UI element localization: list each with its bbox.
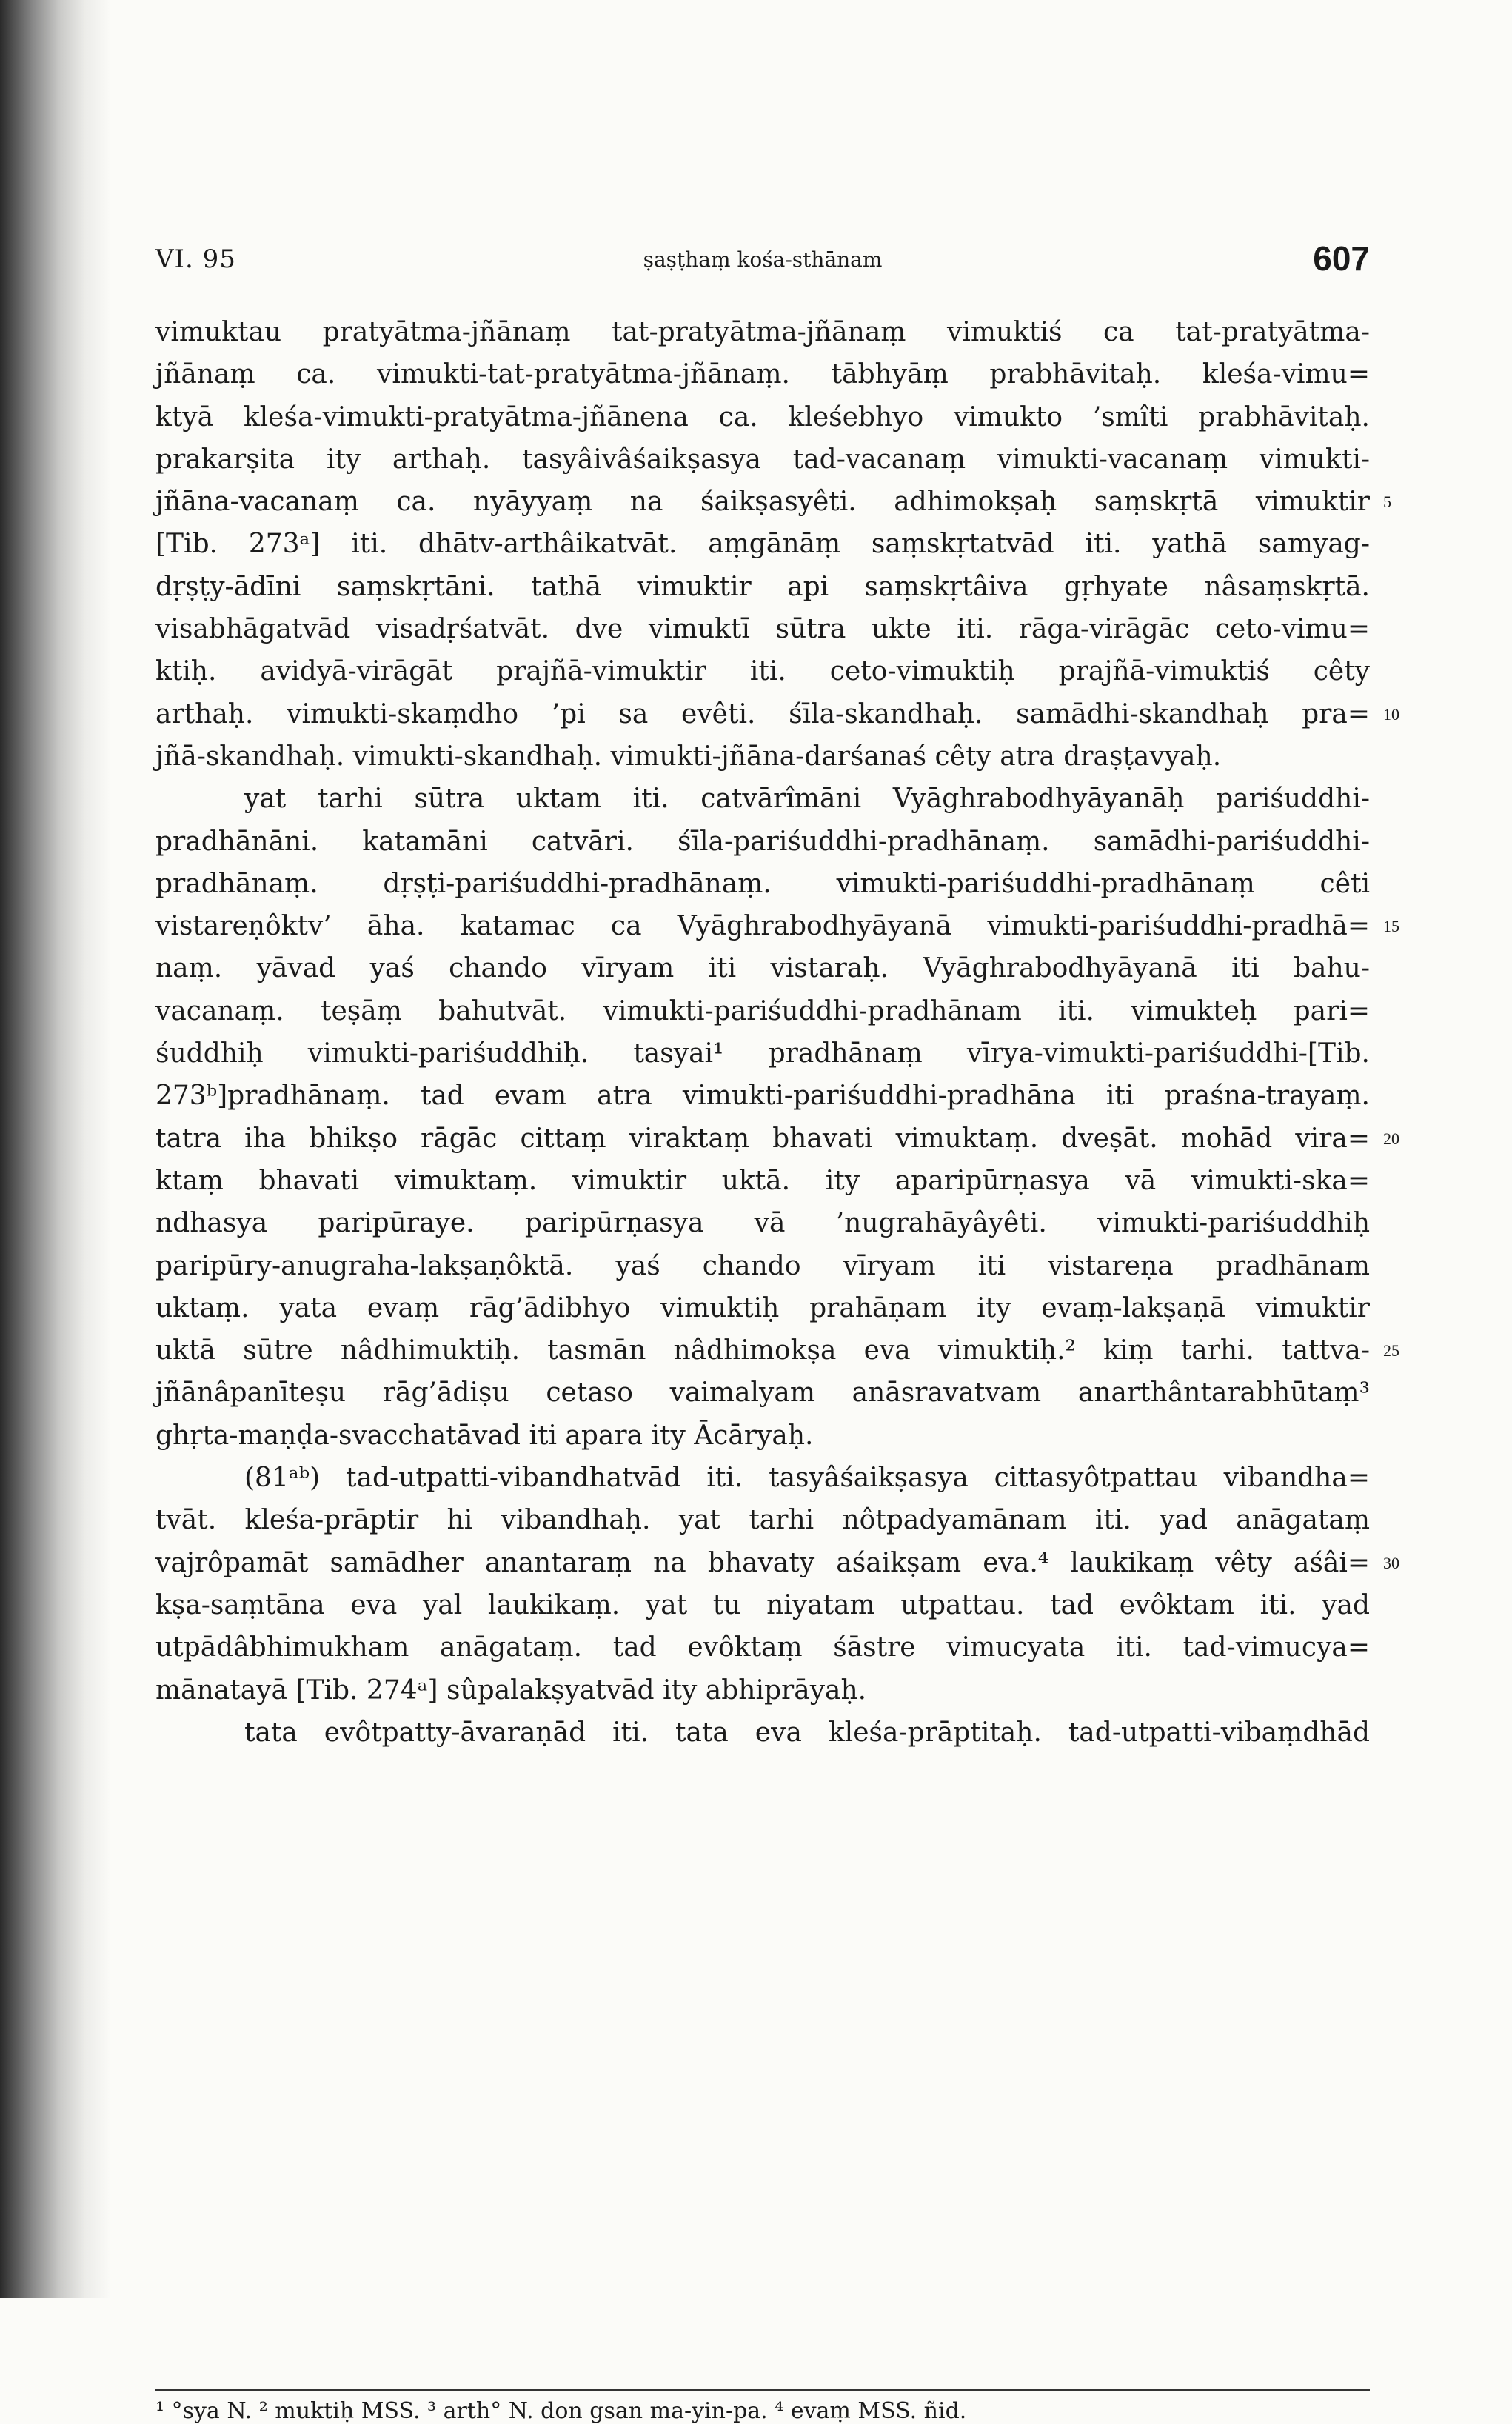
text-line: uktā sūtre nâdhimuktiḥ. tasmān nâdhimokṣa eva vimuktiḥ.² kiṃ tarhi. tattva- 25 bbox=[155, 1329, 1370, 1372]
line-number: 30 bbox=[1383, 1553, 1399, 1572]
text-line: 273ᵇ]pradhānaṃ. tad evam atra vimukti-pariśuddhi-pradhāna iti praśna-trayaṃ. bbox=[155, 1081, 1370, 1112]
text-line: vimuktau pratyātma-jñānaṃ tat-pratyātma-jñānaṃ vimuktiś ca tat-pratyātma- bbox=[155, 317, 1370, 347]
binding-shadow bbox=[0, 0, 111, 2298]
text-line: ktiḥ. avidyā-virāgāt prajñā-vimuktir iti. ceto-vimuktiḥ prajñā-vimuktiś cêty bbox=[155, 656, 1370, 687]
line-number: 25 bbox=[1383, 1341, 1399, 1360]
text-line: ndhasya paripūraye. paripūrṇasya vā ’nugrahāyâyêti. vimukti-pariśuddhiḥ bbox=[155, 1208, 1370, 1239]
text-line: uktaṃ. yata evaṃ rāg’ādibhyo vimuktiḥ prahāṇam ity evaṃ-lakṣaṇā vimuktir bbox=[155, 1292, 1370, 1323]
text-line: yat tarhi sūtra uktam iti. catvārîmāni Vyāghrabodhyāyanāḥ pariśuddhi- bbox=[244, 784, 1370, 815]
text-line: dṛṣṭy-ādīni saṃskṛtāni. tathā vimuktir api saṃskṛtâiva gṛhyate nâsaṃskṛtā. bbox=[155, 571, 1370, 602]
page-header bbox=[155, 238, 1370, 283]
text-line: tata evôtpatty-āvaraṇād iti. tata eva kleśa-prāptitaḥ. tad-utpatti-vibaṃdhād bbox=[244, 1717, 1370, 1748]
text-line: visabhāgatvād visadṛśatvāt. dve vimuktī sūtra ukte iti. rāga-virāgāc ceto-vimu= bbox=[155, 614, 1370, 645]
text-line: jñāna-vacanaṃ ca. nyāyyaṃ na śaikṣasyêti. adhimokṣaḥ saṃskṛtā vimuktir 5 bbox=[155, 481, 1370, 523]
text-line: vajrôpamāt samādher anantaraṃ na bhavaty aśaikṣam eva.⁴ laukikaṃ vêty aśâi= 30 bbox=[155, 1542, 1370, 1584]
text-line: [Tib. 273ᵃ] iti. dhātv-arthâikatvāt. aṃgānāṃ saṃskṛtatvād iti. yathā samyag- bbox=[155, 529, 1370, 560]
text-line: kṣa-saṃtāna eva yal laukikaṃ. yat tu niyatam utpattau. tad evôktam iti. yad bbox=[155, 1589, 1370, 1620]
text-line: vacanaṃ. teṣāṃ bahutvāt. vimukti-pariśuddhi-pradhānam iti. vimukteḥ pari= bbox=[155, 995, 1370, 1026]
line-number: 5 bbox=[1383, 493, 1391, 512]
line-number: 15 bbox=[1383, 917, 1399, 936]
text-line: paripūry-anugraha-lakṣaṇôktā. yaś chando vīryam iti vistareṇa pradhānam bbox=[155, 1250, 1370, 1281]
text-line: mānatayā [Tib. 274ᵃ] sûpalakṣyatvād ity abhiprāyaḥ. bbox=[155, 1675, 867, 1706]
text-line: vistareṇôktv’ āha. katamac ca Vyāghrabodhyāyanā vimukti-pariśuddhi-pradhā= 15 bbox=[155, 905, 1370, 947]
chapter-reference: VI. 95 bbox=[155, 244, 236, 274]
footnotes: ¹ °sya N. ² muktiḥ MSS. ³ arth° N. don gsan ma-yin-pa. ⁴ evaṃ MSS. ñid. bbox=[155, 2398, 967, 2424]
page-number: 607 bbox=[1313, 239, 1370, 278]
line-number: 20 bbox=[1383, 1129, 1399, 1148]
text-line: pradhānāni. katamāni catvāri. śīla-pariśuddhi-pradhānaṃ. samādhi-pariśuddhi- bbox=[155, 826, 1370, 857]
text-line: arthaḥ. vimukti-skaṃdho ’pi sa evêti. śīla-skandhaḥ. samādhi-skandhaḥ pra= 10 bbox=[155, 693, 1370, 735]
text-line: (81ᵃᵇ) tad-utpatti-vibandhatvād iti. tasyâśaikṣasya cittasyôtpattau vibandha= bbox=[244, 1463, 1370, 1494]
text-line: jñā-skandhaḥ. vimukti-skandhaḥ. vimukti-jñāna-darśanaś cêty atra draṣṭavyaḥ. bbox=[155, 741, 1222, 772]
text-line: ktyā kleśa-vimukti-pratyātma-jñānena ca. kleśebhyo vimukto ’smîti prabhāvitaḥ. bbox=[155, 401, 1370, 433]
section-title: ṣaṣṭhaṃ kośa-sthānam bbox=[643, 247, 883, 272]
text-line: jñānaṃ ca. vimukti-tat-pratyātma-jñānaṃ. tābhyāṃ prabhāvitaḥ. kleśa-vimu= bbox=[155, 359, 1370, 390]
text-line: tatra iha bhikṣo rāgāc cittaṃ viraktaṃ bhavati vimuktaṃ. dveṣāt. mohād vira= 20 bbox=[155, 1118, 1370, 1160]
text-line: tvāt. kleśa-prāptir hi vibandhaḥ. yat tarhi nôtpadyamānam iti. yad anāgataṃ bbox=[155, 1505, 1370, 1536]
text-line: śuddhiḥ vimukti-pariśuddhiḥ. tasyai¹ pradhānaṃ vīrya-vimukti-pariśuddhi-[Tib. bbox=[155, 1038, 1370, 1069]
line-number: 10 bbox=[1383, 704, 1399, 724]
text-body bbox=[155, 311, 1399, 1754]
text-line: jñānâpanīteṣu rāg’ādiṣu cetaso vaimalyam anāsravatvam anarthântarabhūtaṃ³ bbox=[155, 1378, 1370, 1409]
text-line: ktaṃ bhavati vimuktaṃ. vimuktir uktā. ity aparipūrṇasya vā vimukti-ska= bbox=[155, 1165, 1370, 1196]
text-line: naṃ. yāvad yaś chando vīryam iti vistaraḥ. Vyāghrabodhyāyanā iti bahu- bbox=[155, 953, 1370, 984]
footnote-rule bbox=[155, 2389, 1370, 2391]
text-line: utpādâbhimukham anāgataṃ. tad evôktaṃ śāstre vimucyata iti. tad-vimucya= bbox=[155, 1632, 1370, 1663]
text-line: prakarṣita ity arthaḥ. tasyâivâśaikṣasya tad-vacanaṃ vimukti-vacanaṃ vimukti- bbox=[155, 444, 1370, 475]
text-line: ghṛta-maṇḍa-svacchatāvad iti apara ity Ācāryaḥ. bbox=[155, 1420, 814, 1451]
text-line: pradhānaṃ. dṛṣṭi-pariśuddhi-pradhānaṃ. vimukti-pariśuddhi-pradhānaṃ cêti bbox=[155, 868, 1370, 899]
